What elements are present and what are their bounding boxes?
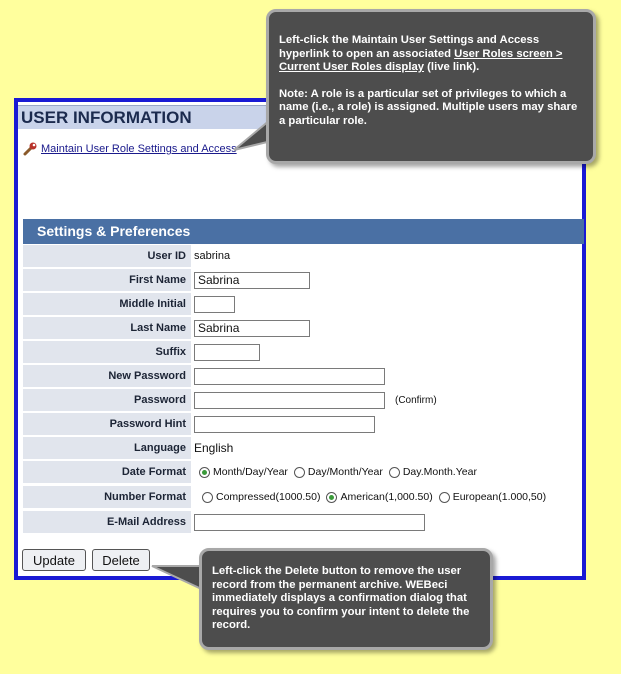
user-roles-link[interactable]: User Roles screen > Current User Roles display	[279, 47, 563, 73]
middle-initial-label: Middle Initial	[23, 293, 191, 315]
row-language	[23, 437, 578, 459]
callout-bottom	[199, 548, 493, 650]
user-id-value: sabrina	[194, 250, 231, 262]
row-first-name	[23, 269, 578, 291]
date-format-option[interactable]: Day.Month.Year	[389, 466, 477, 478]
row-number-format	[23, 486, 578, 508]
wrench-icon	[22, 141, 38, 157]
new-password-input[interactable]	[194, 368, 385, 385]
row-suffix	[23, 341, 578, 363]
middle-initial-input[interactable]	[194, 296, 235, 313]
radio-selected-icon[interactable]	[326, 492, 337, 503]
radio-icon[interactable]	[439, 492, 450, 503]
number-format-option[interactable]: European(1.000,50)	[439, 491, 546, 503]
delete-button[interactable]: Delete	[92, 549, 150, 571]
user-information-panel	[14, 98, 586, 580]
date-format-option[interactable]: Day/Month/Year	[294, 466, 383, 478]
row-email	[23, 511, 578, 533]
password-hint-input[interactable]	[194, 416, 375, 433]
row-password	[23, 389, 578, 411]
number-format-label: Number Format	[23, 486, 191, 508]
date-format-option[interactable]: Month/Day/Year	[199, 466, 288, 478]
password-confirm-input[interactable]	[194, 392, 385, 409]
radio-icon[interactable]	[389, 467, 400, 478]
callout-top-text: Left-click the Maintain User Settings and Access hyperlink to open an associated User Roles screen > Current User Roles display (live link).	[279, 34, 563, 73]
password-hint-label: Password Hint	[23, 413, 191, 435]
first-name-label: First Name	[23, 269, 191, 291]
maintain-user-role-link[interactable]: Maintain User Role Settings and Access	[41, 143, 237, 155]
user-id-label: User ID	[23, 245, 191, 267]
email-label: E-Mail Address	[23, 511, 191, 533]
last-name-input[interactable]	[194, 320, 310, 337]
callout-bottom-text: Left-click the Delete button to remove the user record from the permanent archive. WEBeci immediately displays a confirmation dialog that requires you to confirm your intent to delete the record.	[212, 565, 470, 631]
row-new-password	[23, 365, 578, 387]
email-input[interactable]	[194, 514, 425, 531]
row-middle-initial	[23, 293, 578, 315]
last-name-label: Last Name	[23, 317, 191, 339]
language-label: Language	[23, 437, 191, 459]
first-name-input[interactable]	[194, 272, 310, 289]
row-date-format	[23, 461, 578, 483]
number-format-option[interactable]: Compressed(1000.50)	[202, 491, 320, 503]
row-last-name	[23, 317, 578, 339]
maintain-role-link-row[interactable]	[22, 140, 237, 158]
confirm-hint: (Confirm)	[395, 394, 437, 406]
date-format-label: Date Format	[23, 461, 191, 483]
suffix-label: Suffix	[23, 341, 191, 363]
settings-section-header: Settings & Preferences	[23, 219, 584, 244]
number-format-option[interactable]: American(1,000.50)	[326, 491, 432, 503]
update-button[interactable]: Update	[22, 549, 86, 571]
callout-top-note: Note: A role is a particular set of privileges to which a name (i.e., a role) is assigned. Multiple users may share a particular role.	[279, 87, 578, 127]
row-user-id	[23, 245, 578, 267]
radio-icon[interactable]	[202, 492, 213, 503]
radio-selected-icon[interactable]	[199, 467, 210, 478]
page-title: USER INFORMATION	[18, 105, 582, 129]
language-value: English	[194, 441, 234, 455]
new-password-label: New Password	[23, 365, 191, 387]
row-password-hint	[23, 413, 578, 435]
password-label: Password	[23, 389, 191, 411]
callout-top	[266, 9, 596, 164]
suffix-input[interactable]	[194, 344, 260, 361]
radio-icon[interactable]	[294, 467, 305, 478]
